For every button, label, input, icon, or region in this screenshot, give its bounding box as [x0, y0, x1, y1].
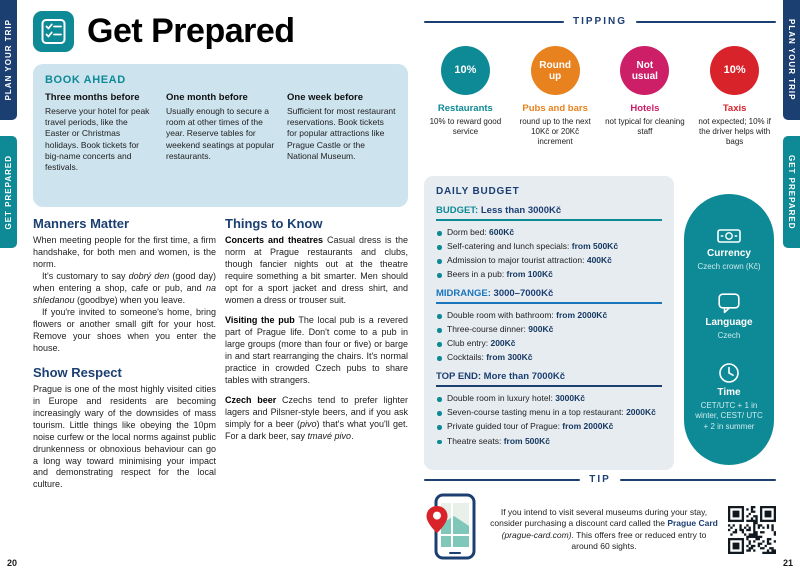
- rail-value: Czech crown (Kč): [697, 261, 761, 271]
- heading-things-to-know: Things to Know: [225, 216, 323, 231]
- tipping-label: Taxis: [722, 103, 747, 114]
- item-price: from 2000Kč: [556, 310, 608, 321]
- italic-run: tmavé pivo: [307, 430, 352, 441]
- tip-section: [424, 474, 776, 567]
- phone-illustration: [424, 492, 480, 567]
- tipping-section: [424, 16, 776, 148]
- tier-label: BUDGET:: [436, 205, 479, 216]
- bold-lead: Concerts and theatres: [225, 235, 324, 245]
- budget-item: [436, 255, 662, 266]
- text-run: It's customary to say: [42, 270, 129, 281]
- budget-item: [436, 352, 662, 363]
- tip-content: [424, 492, 776, 567]
- item-label: Beers in a pub:: [447, 269, 507, 280]
- rail-item-currency: [697, 227, 760, 272]
- budget-tier-heading: [436, 205, 662, 221]
- tipping-item-taxis: [693, 46, 776, 148]
- item-price: 3000Kč: [555, 393, 585, 404]
- tier-range: 3000–7000Kč: [490, 288, 554, 300]
- budget-item: [436, 324, 662, 335]
- budget-item: [436, 421, 662, 432]
- rail-value: Czech: [717, 330, 741, 340]
- text-run: (good day) when entering a shop, cafe or pub, and: [33, 270, 217, 293]
- tip-header: [424, 474, 776, 485]
- chat-icon: [718, 293, 740, 314]
- paragraph: When meeting people for the first time, a firm handshake, for both men and women, is the norm.: [33, 235, 216, 269]
- rail-title: Language: [705, 316, 753, 328]
- section-manners: [33, 216, 216, 491]
- tipping-label: Hotels: [630, 103, 660, 114]
- budget-heading: DAILY BUDGET: [436, 186, 520, 197]
- item-price: 600Kč: [489, 227, 515, 237]
- item-label: Double room in luxury hotel:: [447, 393, 556, 404]
- italic-run: (prague-card.com): [501, 529, 572, 540]
- tipping-circle: Round up: [531, 46, 580, 95]
- rail-item-time: [692, 362, 766, 432]
- budget-item: [436, 407, 662, 418]
- italic-run: pivo: [300, 418, 317, 429]
- budget-item: [436, 269, 662, 280]
- rail-value: CET/UTC + 1 in winter, CEST/ UTC + 2 in summer: [695, 401, 763, 431]
- tipping-item-restaurants: [424, 46, 507, 148]
- item-price: from 2000Kč: [562, 421, 614, 432]
- tip-heading-label: TIP: [589, 474, 611, 485]
- budget-tier-heading: [436, 288, 662, 304]
- qr-code-wrap: [728, 506, 776, 554]
- tipping-desc: not typical for cleaning staff: [605, 117, 685, 137]
- banknote-icon: [717, 227, 741, 245]
- checklist-icon: [33, 11, 74, 52]
- daily-budget-box: [424, 176, 674, 470]
- sidebar-label: GET PREPARED: [4, 154, 13, 230]
- tipping-label: Restaurants: [437, 103, 493, 114]
- item-label: Club entry:: [447, 338, 491, 349]
- book-ahead-columns: [45, 92, 396, 173]
- bold-run: Prague Card: [667, 518, 718, 529]
- paragraph: Prague is one of the most highly visited cities in Europe and residents are becoming increasingly wary of the downsides of mass tourism. Little things like obeying the 10pm noise curfew or the local norms against public drunkenness or obnoxious behaviour can go a long way toward minimising your impact and demonstrating respect for the local culture.: [33, 383, 216, 490]
- item-label: Seven-course tasting menu in a top restaurant:: [447, 407, 627, 418]
- info-rail: [684, 194, 774, 465]
- tipping-circle: 10%: [441, 46, 490, 95]
- qr-code: [728, 506, 776, 554]
- tipping-circle: 10%: [710, 46, 759, 95]
- item-label: Self-catering and lunch specials:: [447, 241, 572, 252]
- paragraph: [225, 395, 408, 443]
- column-title: Three months before: [45, 92, 140, 103]
- tier-range: More than 7000Kč: [481, 371, 565, 383]
- tier-range: Less than 3000Kč: [478, 205, 562, 216]
- tipping-header: [424, 16, 776, 27]
- rail-item-language: [705, 293, 752, 341]
- page-title: Get Prepared: [87, 12, 295, 50]
- book-ahead-heading: BOOK AHEAD: [45, 74, 126, 86]
- column-text: Usually enough to secure a room at other times of the year. Reserve tables for weekend seatings at popular restaurants.: [166, 106, 275, 161]
- heading-manners-matter: Manners Matter: [33, 216, 130, 231]
- tipping-row: [424, 46, 776, 148]
- text-run: The local pub is a revered part of Prague life. Don't come to a pub in large groups (more than four or five) or barge in and start rearranging the chairs. It's normal practice in crowded Czech pubs to share tables with strangers.: [225, 314, 408, 385]
- item-label: Dorm bed:: [447, 227, 490, 237]
- tip-text: [489, 507, 719, 553]
- rail-title: Time: [717, 387, 741, 399]
- sidebar-plan-your-trip-left: [0, 0, 17, 120]
- budget-sections: [436, 205, 662, 447]
- item-label: Admission to major tourist attraction:: [447, 255, 587, 266]
- text-run: Czechs tend to prefer lighter lagers and Pilsner-style beers, and if you ask simply for a beer (: [225, 394, 408, 429]
- paragraph: If you're invited to someone's home, bring flowers or another small gift for your host. Remove your shoes when you enter the house.: [33, 306, 216, 353]
- tipping-item-hotels: [604, 46, 687, 148]
- tipping-desc: 10% to reward good service: [429, 117, 502, 137]
- item-label: Private guided tour of Prague:: [447, 421, 563, 432]
- budget-tier-heading: [436, 371, 662, 387]
- item-label: Cocktails:: [447, 352, 487, 363]
- title-row: [33, 11, 295, 52]
- budget-item: [436, 241, 662, 252]
- item-label: Three-course dinner:: [447, 324, 529, 335]
- budget-item: [436, 436, 662, 447]
- text-run: .: [351, 430, 354, 441]
- tier-label: MIDRANGE:: [436, 288, 491, 300]
- bold-lead: Czech beer: [225, 394, 277, 405]
- item-price: from 500Kč: [503, 435, 551, 446]
- sidebar-plan-your-trip-right: [783, 0, 800, 120]
- budget-section-budget: [436, 205, 662, 280]
- book-ahead-column: [287, 92, 396, 173]
- page-number-right: 21: [782, 558, 793, 568]
- item-price: from 300Kč: [486, 352, 533, 363]
- budget-section-midrange: [436, 288, 662, 363]
- item-price: 2000Kč: [626, 407, 656, 418]
- column-text: Reserve your hotel for peak travel periods, like the Easter or Christmas holidays. Book tickets for big-name concerts and festivals.: [45, 106, 150, 173]
- item-price: 400Kč: [586, 255, 612, 266]
- sidebar-get-prepared-right: [783, 136, 800, 248]
- sidebar-label: GET PREPARED: [787, 154, 796, 230]
- heading-show-respect: Show Respect: [33, 364, 122, 380]
- section-things-to-know: [225, 216, 408, 451]
- tipping-desc: round up to the next 10Kč or 20Kč increment: [519, 117, 591, 147]
- text-run: (goodbye) when you leave.: [74, 294, 186, 305]
- book-ahead-box: [33, 64, 408, 207]
- paragraph: [225, 315, 408, 387]
- book-ahead-column: [45, 92, 154, 173]
- budget-item: [436, 393, 662, 404]
- tipping-item-pubs: [514, 46, 597, 148]
- sidebar-label: PLAN YOUR TRIP: [4, 19, 13, 101]
- text-run: . This offers free or reduced entry to around 60 sights.: [571, 529, 707, 551]
- item-price: 200Kč: [490, 338, 516, 349]
- rail-title: Currency: [707, 247, 751, 259]
- item-price: 900Kč: [528, 324, 554, 335]
- budget-item: [436, 338, 662, 349]
- budget-section-top-end: [436, 371, 662, 446]
- sidebar-get-prepared-left: [0, 136, 17, 248]
- column-text: Sufficient for most restaurant reservations. Book tickets for popular attractions like Prague Castle or the National Museum.: [287, 106, 396, 161]
- bold-lead: Visiting the pub: [225, 314, 295, 325]
- sidebar-label: PLAN YOUR TRIP: [787, 19, 796, 101]
- budget-item: [436, 227, 662, 238]
- clock-icon: [718, 362, 740, 384]
- item-price: from 500Kč: [571, 241, 619, 252]
- text-run: ) that's what you'll get. For a dark beer, say: [225, 418, 408, 441]
- column-title: One month before: [166, 92, 248, 103]
- item-label: Theatre seats:: [447, 435, 504, 446]
- text-run: If you intend to visit several museums during your stay, consider purchasing a discount card called the: [490, 506, 708, 529]
- page-number-left: 20: [7, 558, 18, 568]
- italic-run: dobrý den: [128, 270, 170, 281]
- text-run: Casual dress is the norm at Prague restaurants and clubs, though fancier nights out at the theatre require something a bit smarter. Men should opt for a sport jacket and dress shirt, and women a dress or trouser suit.: [225, 235, 408, 305]
- item-label: Double room with bathroom:: [447, 310, 557, 321]
- tier-label: TOP END:: [436, 371, 482, 383]
- book-ahead-column: [166, 92, 275, 173]
- column-title: One week before: [287, 92, 364, 103]
- paragraph: [33, 271, 216, 307]
- tipping-desc: not expected; 10% if the driver helps with bags: [698, 117, 771, 147]
- italic-run: na shledanou: [33, 282, 216, 305]
- item-price: from 100Kč: [506, 269, 553, 280]
- tipping-circle: Not usual: [620, 46, 669, 95]
- paragraph: [225, 235, 408, 307]
- tipping-label: Pubs and bars: [522, 103, 588, 114]
- budget-item: [436, 310, 662, 321]
- tipping-heading-label: TIPPING: [573, 16, 628, 27]
